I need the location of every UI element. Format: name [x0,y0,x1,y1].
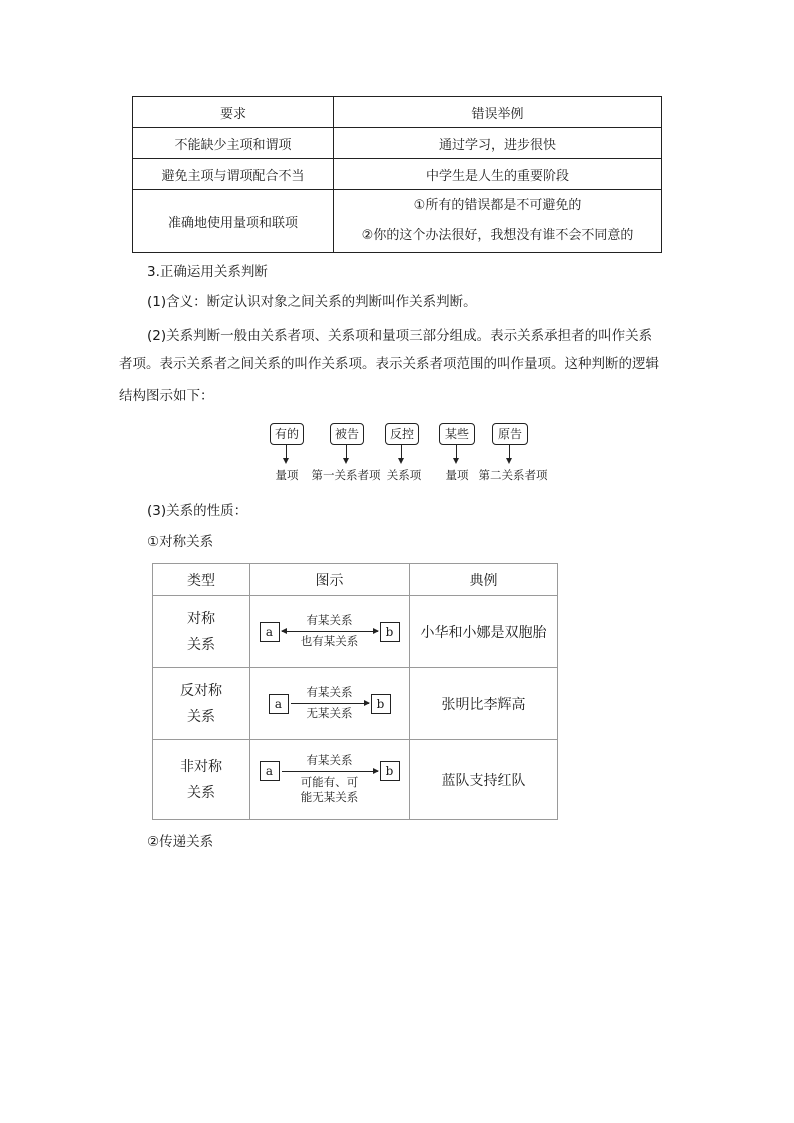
relation-diagram [260,605,400,659]
relation-line [282,631,378,632]
header-requirement: 要求 [133,97,334,128]
table-row [133,159,662,190]
structure-term: 第二关系者项 [478,468,548,482]
arrow-head [453,458,459,464]
structure-word: 被告 [330,423,364,445]
header-error-example: 错误举例 [334,97,662,128]
structure-term: 量项 [275,468,299,482]
table-row [133,190,662,253]
type-cell [153,668,250,740]
table-row [153,668,558,740]
type-cell [153,596,250,668]
relation-diagram [260,749,400,811]
example-cell [334,190,662,253]
section-title: 3.正确运用关系判断 [147,264,268,280]
header-example: 典例 [410,564,558,596]
arrow-head [398,458,404,464]
structure-term: 第一关系者项 [311,468,381,482]
paragraph-properties: (3)关系的性质： [147,503,248,519]
type-line: 关系 [187,708,215,725]
example-line: ②你的这个办法很好，我想没有谁不会不同意的 [361,228,634,243]
subsection-title-transitive: ②传递关系 [147,834,214,850]
requirement-cell: 不能缺少主项和谓项 [133,128,334,159]
node-b: b [371,694,391,714]
structure-term: 关系项 [386,468,422,482]
down-arrow [286,445,287,459]
diagram-cell [250,596,410,668]
type-line: 关系 [187,636,215,653]
paragraph-composition-line3: 结构图示如下： [119,388,214,404]
relation-line [282,771,378,772]
node-b: b [380,761,400,781]
table-row [153,740,558,820]
example-cell: 小华和小娜是双胞胎 [410,596,558,668]
type-line: 关系 [187,784,215,801]
structure-word: 反控 [385,423,419,445]
structure-word: 原告 [492,423,528,445]
symmetry-table [152,563,558,820]
structure-word: 某些 [439,423,475,445]
structure-term: 量项 [445,468,469,482]
diagram-cell [250,668,410,740]
example-cell: 中学生是人生的重要阶段 [334,159,662,190]
relation-label-bottom: 无某关系 [306,705,353,720]
type-cell [153,740,250,820]
diagram-cell [250,740,410,820]
table-row [133,128,662,159]
type-line: 对称 [187,610,215,627]
arrow-head [343,458,349,464]
structure-word: 有的 [270,423,304,445]
relation-diagram [269,677,391,731]
relation-label-top: 有某关系 [306,612,353,627]
paragraph-composition-line1: (2)关系判断一般由关系者项、关系项和量项三部分组成。表示关系承担者的叫作关系 [147,328,653,344]
relation-label-top: 有某关系 [306,684,353,699]
example-line: ①所有的错误都是不可避免的 [413,198,582,213]
type-line: 非对称 [180,758,222,775]
arrow-right-icon [373,768,379,774]
table-header-row [133,97,662,128]
paragraph-composition-line2: 者项。表示关系者之间关系的叫作关系项。表示关系者项范围的叫作量项。这种判断的逻辑 [119,356,659,372]
relation-label-bottom: 能无某关系 [300,789,359,804]
down-arrow [509,445,510,459]
subsection-title-symmetric: ①对称关系 [147,534,214,550]
requirement-cell: 避免主项与谓项配合不当 [133,159,334,190]
down-arrow [401,445,402,459]
down-arrow [346,445,347,459]
node-b: b [380,622,400,642]
node-a: a [269,694,289,714]
table-row [153,596,558,668]
node-a: a [260,761,280,781]
type-line: 反对称 [180,682,222,699]
down-arrow [456,445,457,459]
relation-line [291,703,369,704]
node-a: a [260,622,280,642]
paragraph-definition: (1)含义：断定认识对象之间关系的判断叫作关系判断。 [147,294,477,310]
requirements-table [132,96,662,253]
arrow-head [283,458,289,464]
example-cell: 蓝队支持红队 [410,740,558,820]
header-type: 类型 [153,564,250,596]
relation-label-bottom: 可能有、可 [300,774,359,789]
relation-label-top: 有某关系 [306,752,353,767]
table-header-row [153,564,558,596]
arrow-head [506,458,512,464]
relation-label-bottom: 也有某关系 [300,633,359,648]
example-cell: 通过学习，进步很快 [334,128,662,159]
header-diagram: 图示 [250,564,410,596]
requirement-cell: 准确地使用量项和联项 [133,190,334,253]
example-cell: 张明比李辉高 [410,668,558,740]
